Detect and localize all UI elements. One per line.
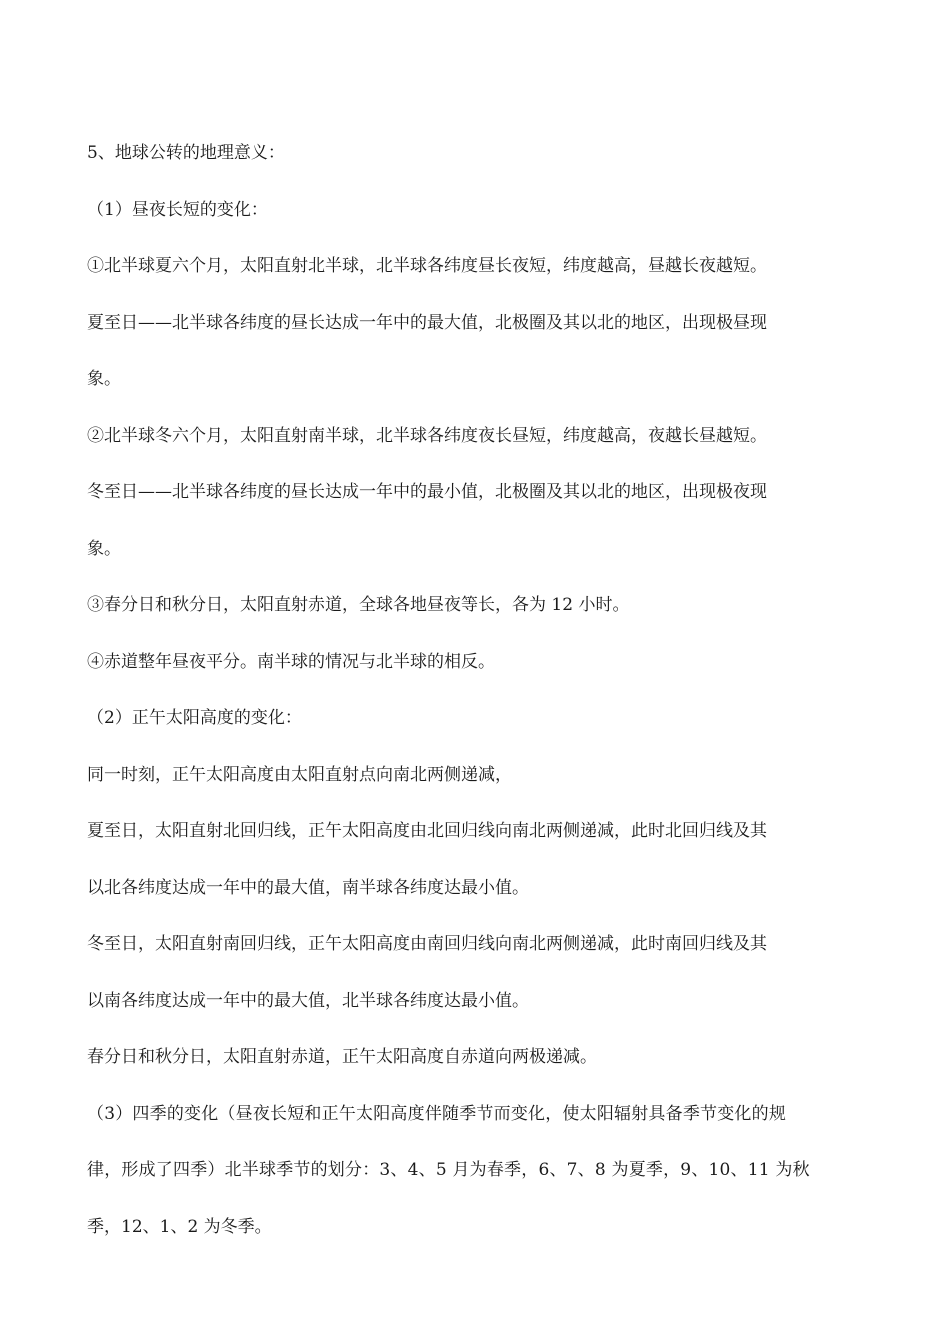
section-heading: 5、地球公转的地理意义： — [87, 143, 285, 163]
paragraph-winter-solstice-line2: 象。 — [87, 538, 121, 559]
paragraph-summer-solstice-line2: 象。 — [87, 369, 121, 389]
paragraph-equinox: ③春分日和秋分日，太阳直射赤道，全球各地昼夜等长，各为 12 小时。 — [87, 595, 630, 615]
paragraph-same-moment: 同一时刻，正午太阳高度由太阳直射点向南北两侧递减， — [87, 764, 512, 785]
paragraph-summer-noon-line1: 夏至日，太阳直射北回归线，正午太阳高度由北回归线向南北两侧递减，此时北回归线及其 — [87, 821, 767, 841]
paragraph-seasons-line3: 季，12、1、2 为冬季。 — [87, 1216, 272, 1237]
subsection-heading-day-night-length: （1）昼夜长短的变化： — [87, 199, 268, 220]
paragraph-winter-noon-line2: 以南各纬度达成一年中的最大值，北半球各纬度达最小值。 — [87, 990, 529, 1011]
paragraph-north-winter: ②北半球冬六个月，太阳直射南半球，北半球各纬度夜长昼短，纬度越高，夜越长昼越短。 — [87, 425, 767, 446]
paragraph-summer-noon-line2: 以北各纬度达成一年中的最大值，南半球各纬度达最小值。 — [87, 877, 529, 898]
paragraph-seasons-line2: 律，形成了四季）北半球季节的划分：3、4、5 月为春季，6、7、8 为夏季，9、10、11 为秋 — [87, 1160, 810, 1180]
paragraph-seasons-line1: （3）四季的变化（昼夜长短和正午太阳高度伴随季节而变化，使太阳辐射具备季节变化的规 — [87, 1103, 787, 1124]
subsection-heading-noon-sun-altitude: （2）正午太阳高度的变化： — [87, 708, 302, 728]
paragraph-winter-solstice-line1: 冬至日——北半球各纬度的昼长达成一年中的最小值，北极圈及其以北的地区，出现极夜现 — [87, 482, 767, 502]
paragraph-equinox-noon: 春分日和秋分日，太阳直射赤道，正午太阳高度自赤道向两极递减。 — [87, 1047, 597, 1067]
paragraph-north-summer: ①北半球夏六个月，太阳直射北半球，北半球各纬度昼长夜短，纬度越高，昼越长夜越短。 — [87, 256, 767, 276]
document-body — [87, 125, 867, 1255]
paragraph-winter-noon-line1: 冬至日，太阳直射南回归线，正午太阳高度由南回归线向南北两侧递减，此时南回归线及其 — [87, 934, 767, 954]
paragraph-equator: ④赤道整年昼夜平分。南半球的情况与北半球的相反。 — [87, 651, 495, 672]
paragraph-summer-solstice-line1: 夏至日——北半球各纬度的昼长达成一年中的最大值，北极圈及其以北的地区，出现极昼现 — [87, 312, 767, 333]
